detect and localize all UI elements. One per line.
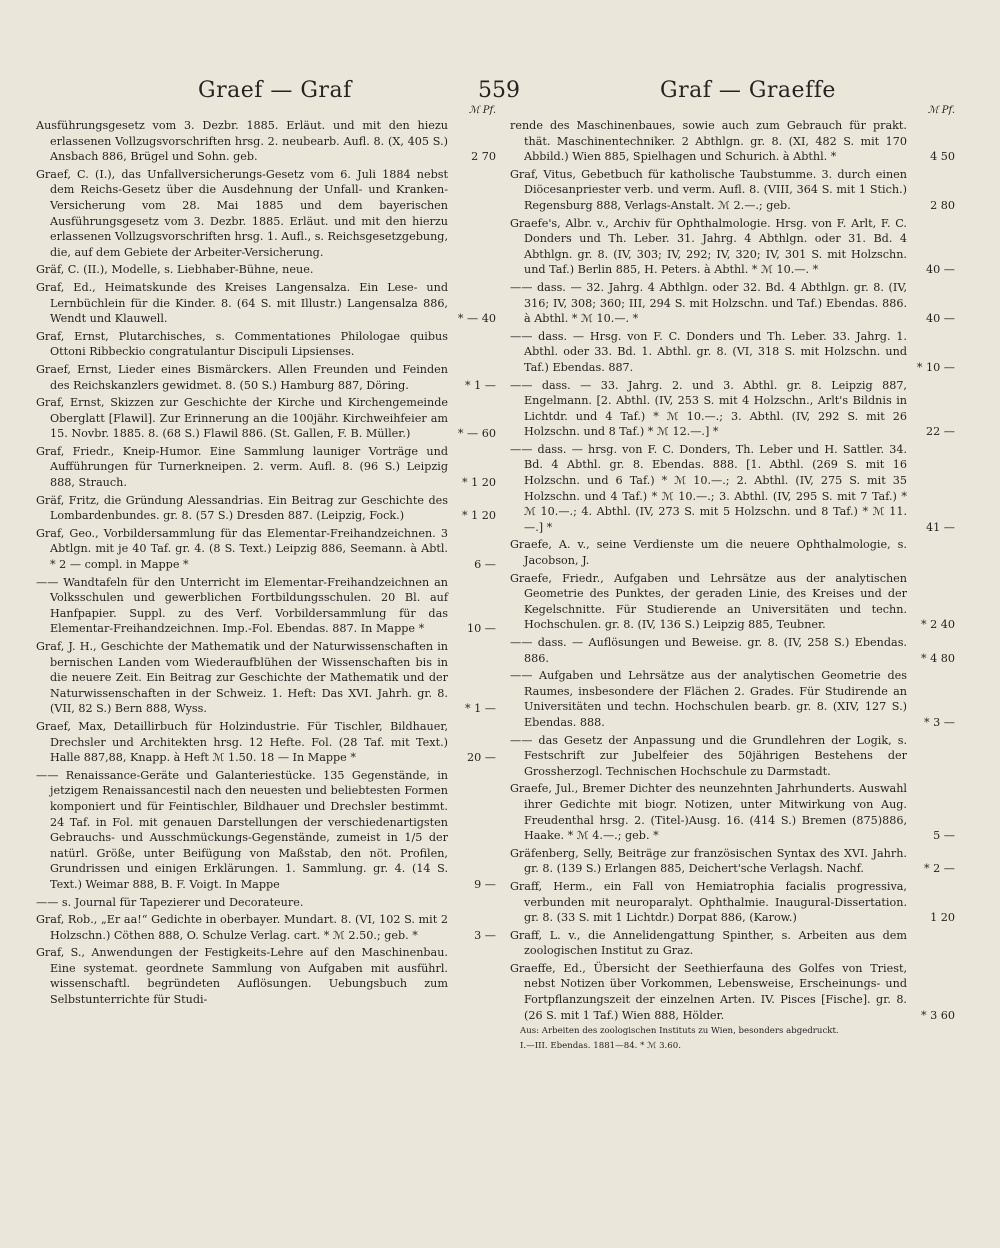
running-head-left: Graef — Graf [198,78,352,103]
entry [36,118,496,165]
entry-text: Graf, Ed., Heimatskunde des Kreises Langensalza. Ein Lese- und Lernbüchlein für die Kinder. 8. (64 S. mit Illustr.) Langensalza 886, Wendt und Klauwell. [36,280,448,326]
entry-text: Graf, Friedr., Kneip-Humor. Eine Sammlung launiger Vorträge und Aufführungen für Turnerkneipen. 2. verm. Aufl. 8. (96 S.) Leipzig 888, Strauch. [36,444,448,490]
footnote: I.—III. Ebendas. 1881—84. * ℳ 3.60. [520,1040,681,1051]
entry-price: 9 — [474,877,496,891]
entry-text: Graf, Geo., Vorbildersammlung für das Elementar-Freihandzeichnen. 3 Abtlgn. mit je 40 Taf. gr. 4. (8 S. Text.) Leipzig 886, Seemann. à Abtl. * 2 — compl. in Mappe * [36,526,448,572]
entry [510,733,955,780]
entry-price: 4 50 [930,150,955,164]
entry-text: Graef, Ernst, Lieder eines Bismärckers. Allen Freunden und Feinden des Reichskanzlers gewidmet. 8. (50 S.) Hamburg 887, Döring. [36,362,448,392]
entry-price: 2 80 [930,198,955,212]
entry [510,571,955,633]
entry-price: 20 — [467,751,496,765]
entry-price: * 10 — [916,360,955,374]
entry [36,639,496,717]
entry-text: Graef, C. (I.), das Unfallversicherungs-Gesetz vom 6. Juli 1884 nebst dem Reichs-Gesetz über die Ausdehnung der Unfall- und Kranken-Versicherung vom 28. Mai 1885 und dem bayerischen Ausführungsgesetz vom 3. Dezbr. 1885. Erläut. und mit den hierzu erlassenen Vollzugsvorschriften hrsg. 1. Aufl., s. Reichsgesetzgebung, die, auf dem Gebiete der Arbeiter-Versicherung. [36,167,448,259]
right-column [510,104,955,1052]
entry-price: 2 70 [471,150,496,164]
entry [510,879,955,926]
entry [510,442,955,536]
entry [36,719,496,766]
entry-text: Gräf, Fritz, die Gründung Alessandrias. Ein Beitrag zur Geschichte des Lombardenbundes. gr. 8. (57 S.) Dresden 887. (Leipzig, Fock.) [36,493,448,523]
entry-text: Graf, J. H., Geschichte der Mathematik und der Naturwissenschaften in bernischen Landen vom Wiederaufblühen der Wissenschaften bis in die neuere Zeit. Ein Beitrag zur Geschichte der Mathematik und der Naturwissenschaften in der Schweiz. 1. Heft: Das XVI. Jahrh. gr. 8. (VII, 82 S.) Bern 888, Wyss. [36,640,448,716]
entry-text: —— dass. — hrsg. von F. C. Donders, Th. Leber und H. Sattler. 34. Bd. 4 Abthl. gr. 8. Ebendas. 888. [1. Abthl. (269 S. mit 16 Holzschn. und 6 Taf.) * ℳ 10.—.; 2. Abthl. (IV, 275 S. mit 35 Holzschn. und 4 Taf.) * ℳ 10.—.; 3. Abthl. (IV, 295 S. mit 7 Taf.) * ℳ 10.—.; 4. Abthl. (IV, 273 S. mit 5 Holzschn. und 8 Taf.) * ℳ 11.—.] * [510,442,907,534]
entry-text: Graff, L. v., die Annelidengattung Spinther, s. Arbeiten aus dem zoologischen Institut zu Graz. [510,928,907,958]
entry [36,167,496,261]
entry-price: 3 — [474,928,496,942]
entry [510,635,955,666]
entry [36,912,496,943]
entry-price: 1 20 [930,911,955,925]
currency-header-right: ℳ Pf. [927,105,955,116]
entry-text: —— Aufgaben und Lehrsätze aus der analytischen Geometrie des Raumes, insbesondere der Flächen 2. Grades. Für Studirende an Universitäten und techn. Hochschulen bearb. gr. 8. (XIV, 127 S.) Ebendas. 888. [510,669,907,729]
entry-text: —— Wandtafeln für den Unterricht im Elementar-Freihandzeichnen an Volksschulen und gewerblichen Fortbildungsschulen. 20 Bl. auf Hanfpapier. Suppl. zu des Verf. Vorbildersammlung für das Elementar-Freihandzeichnen. Imp.-Fol. Ebendas. 887. In Mappe * [36,575,448,636]
entry [36,895,496,911]
entry-price: 6 — [474,558,496,572]
entry-price: * 2 40 [920,618,955,632]
entry-text: Graf, S., Anwendungen der Festigkeits-Lehre auf den Maschinenbau. Eine systemat. geordnete Sammlung von Aufgaben mit ausführl. wissenschaftl. begründeten Auflösungen. Uebungsbuch zum Selbstunterrichte für Studi- [36,946,448,1007]
entry [36,362,496,393]
entry [36,526,496,573]
entry-price: * 2 — [923,862,955,876]
entry-text: —— dass. — Hrsg. von F. C. Donders und Th. Leber. 33. Jahrg. 1. Abthl. oder 33. Bd. 1. Abthl. gr. 8. (VI, 318 S. mit Holzschn. und Taf.) Ebendas. 887. [510,329,907,374]
currency-header-left: ℳ Pf. [468,105,496,116]
entry-text: Graf, Ernst, Plutarchisches, s. Commentationes Philologae quibus Ottoni Ribbeckio congratulantur Discipuli Lipsienses. [36,329,448,359]
running-head-right: Graf — Graeffe [660,78,836,103]
entry [36,329,496,360]
entry [510,537,955,568]
entry-text: rende des Maschinenbaues, sowie auch zum Gebrauch für prakt. thät. Maschinentechniker. 2 Abthlgn. gr. 8. (XI, 482 S. mit 170 Abbild.) Wien 885, Spielhagen und Schurich. à Abthl. * [510,119,907,164]
entry-text: —— Renaissance-Geräte und Galanteriestücke. 135 Gegenstände, in jetzigem Renaissancestil nach den neuesten und beliebtesten Formen komponiert und für Feintischler, Bildhauer und Drechsler bestimmt. 24 Taf. in Fol. mit genauen Darstellungen der verschiedenartigsten Gebrauchs- und Ausschmückungs-Gegenstände, zumeist in 1/5 der natürl. Größe, unter Beifügung von Maßstab, den nöt. Profilen, Grundrissen und einigen Erklärungen. 1. Sammlung. gr. 4. (14 S. Text.) Weimar 888, B. F. Voigt. In Mappe [36,768,448,891]
entry-text: Graf, Ernst, Skizzen zur Geschichte der Kirche und Kirchengemeinde Oberglatt [Flawil]. Zur Erinnerung an die 100jähr. Kirchweihfeier am 15. Novbr. 1885. 8. (68 S.) Flawil 886. (St. Gallen, F. B. Müller.) [36,396,448,441]
entry-price: 40 — [926,263,955,277]
entry-price: * 3 60 [920,1008,955,1022]
entry-price: * 1 — [464,378,496,392]
entry-text: Gräfenberg, Selly, Beiträge zur französischen Syntax des XVI. Jahrh. gr. 8. (139 S.) Erlangen 885, Deichert'sche Verlagsh. Nachf. [510,846,907,876]
entry [510,280,955,327]
entry [510,167,955,214]
entry-price: 10 — [467,622,496,636]
entry-text: Ausführungsgesetz vom 3. Dezbr. 1885. Erläut. und mit den hiezu erlassenen Vollzugsvorschriften hrsg. 2. neubearb. Aufl. 8. (X, 405 S.) Ansbach 886, Brügel und Sohn. geb. [36,119,448,164]
entry-text: Graef, Max, Detaillirbuch für Holzindustrie. Für Tischler, Bildhauer, Drechsler und Architekten hrsg. 12 Hefte. Fol. (28 Taf. mit Text.) Halle 887,88, Knapp. à Heft ℳ 1.50. 18 — In Mappe * [36,719,448,765]
entry [510,118,955,165]
entry-text: Graefe, A. v., seine Verdienste um die neuere Ophthalmologie, s. Jacobson, J. [510,538,907,568]
entry-text: Graf, Vitus, Gebetbuch für katholische Taubstumme. 3. durch einen Diöcesanpriester verb. und verm. Aufl. 8. (VIII, 364 S. mit 1 Stich.) Regensburg 888, Verlags-Anstalt. ℳ 2.—.; geb. [510,167,907,212]
entry [36,768,496,893]
entry [36,280,496,327]
entry-price: 40 — [926,312,955,326]
entry-text: Gräf, C. (II.), Modelle, s. Liebhaber-Bühne, neue. [36,263,314,277]
entry [36,493,496,524]
entry [36,945,496,1007]
entry [510,846,955,877]
left-column [36,104,496,1008]
footnote: Aus: Arbeiten des zoologischen Instituts zu Wien, besonders abgedruckt. [520,1026,839,1037]
entry-price: * 3 — [923,715,955,729]
entry-price: * — 60 [457,427,496,441]
entry [36,395,496,442]
entry-text: —— s. Journal für Tapezierer und Decorateure. [36,895,304,909]
entry [510,961,955,1023]
entry [510,928,955,959]
entry [510,329,955,376]
entry [510,781,955,843]
entry-price: * 4 80 [920,651,955,665]
entry [510,668,955,730]
entry [36,444,496,491]
entry [510,216,955,278]
entry-text: Graefe, Jul., Bremer Dichter des neunzehnten Jahrhunderts. Auswahl ihrer Gedichte mit biogr. Notizen, unter Mitwirkung von Aug. Freudenthal hrsg. 2. (Titel-)Ausg. 16. (414 S.) Bremen (875)886, Haake. * ℳ 4.—.; geb. * [510,782,907,843]
entry-text: Graefe's, Albr. v., Archiv für Ophthalmologie. Hrsg. von F. Arlt, F. C. Donders und Th. Leber. 31. Jahrg. 4 Abthlgn. oder 31. Bd. 4 Abthlgn. gr. 8. (IV, 303; IV, 292; IV, 320; IV, 301 S. mit Holzschn. und Taf.) Berlin 885, H. Peters. à Abthl. * ℳ 10.—. * [510,216,907,277]
entry [510,378,955,440]
entry-price: 41 — [926,520,955,534]
entry-text: —— das Gesetz der Anpassung und die Grundlehren der Logik, s. Festschrift zur Jubelfeier des 50jährigen Bestehens der Grossherzogl. Technischen Hochschule zu Darmstadt. [510,733,907,778]
entry-text: Graeffe, Ed., Übersicht der Seethierfauna des Golfes von Triest, nebst Notizen über Vorkommen, Lebensweise, Erscheinungs- und Fortpflanzungszeit der einzelnen Arten. IV. Pisces [Fische]. gr. 8. (26 S. mit 1 Taf.) Wien 888, Hölder. [510,961,907,1022]
entry-price: * 1 — [464,702,496,716]
entry-text: Graff, Herm., ein Fall von Hemiatrophia facialis progressiva, verbunden mit neuroparalyt. Ophthalmie. Inaugural-Dissertation. gr. 8. (33 S. mit 1 Lichtdr.) Dorpat 886, (Karow.) [510,879,907,925]
entry-text: —— dass. — Auflösungen und Beweise. gr. 8. (IV, 258 S.) Ebendas. 886. [510,636,907,665]
entry-text: —— dass. — 33. Jahrg. 2. und 3. Abthl. gr. 8. Leipzig 887, Engelmann. [2. Abthl. (IV, 253 S. mit 4 Holzschn., Arlt's Bildnis in Lichtdr. und 4 Taf.) * ℳ 10.—.; 3. Abthl. (IV, 292 S. mit 26 Holzschn. und 8 Taf.) * ℳ 12.—.] * [510,378,907,439]
entry [36,262,496,278]
entry-price: 5 — [933,829,955,843]
entry [36,575,496,637]
entry-price: * — 40 [457,312,496,326]
entry-price: 22 — [926,425,955,439]
entry-text: —— dass. — 32. Jahrg. 4 Abthlgn. oder 32. Bd. 4 Abthlgn. gr. 8. (IV, 316; IV, 308; 360; III, 294 S. mit Holzschn. und Taf.) Ebendas. 886. à Abthl. * ℳ 10.—. * [510,280,907,326]
entry-price: * 1 20 [461,509,496,523]
entry-text: Graf, Rob., „Er aa!“ Gedichte in oberbayer. Mundart. 8. (VI, 102 S. mit 2 Holzschn.) Cöthen 888, O. Schulze Verlag. cart. * ℳ 2.50.; geb. * [36,913,448,942]
page-number: 559 [478,78,520,103]
entry-text: Graefe, Friedr., Aufgaben und Lehrsätze aus der analytischen Geometrie des Punktes, der geraden Linie, des Kreises und der Kegelschnitte. Für Studierende an Universitäten und techn. Hochschulen. gr. 8. (IV, 136 S.) Leipzig 885, Teubner. [510,571,907,632]
entry-price: * 1 20 [461,476,496,490]
